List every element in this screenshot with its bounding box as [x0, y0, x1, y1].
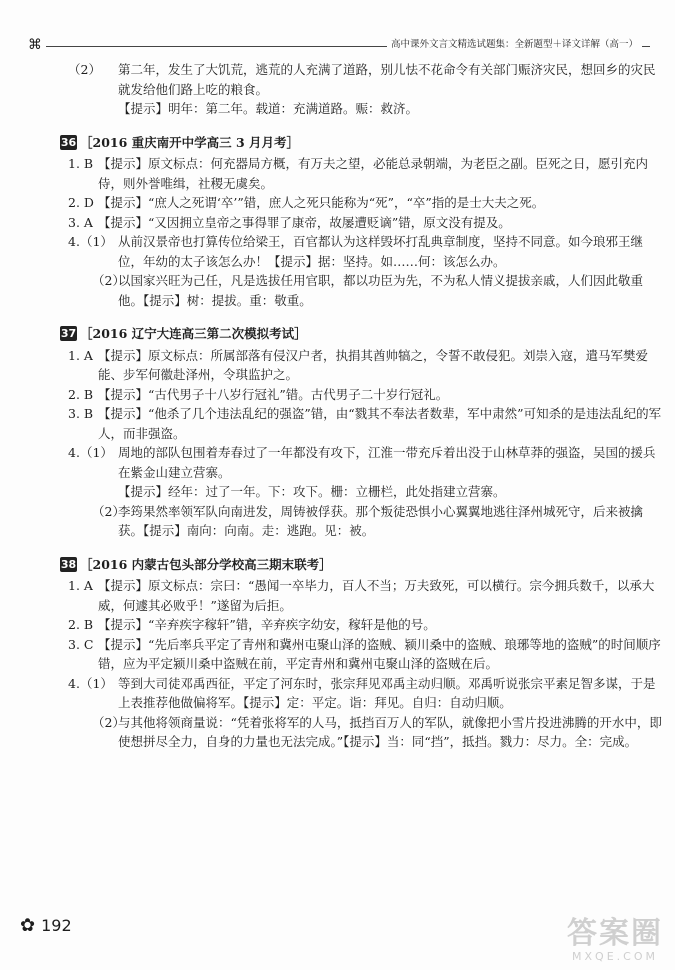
- sub-number: （1）: [79, 234, 113, 249]
- item-number: 3. C: [68, 636, 94, 652]
- sub-number: （1）: [79, 675, 113, 691]
- item-number-main: 4.: [68, 234, 80, 249]
- sub-number: （1）: [79, 445, 113, 460]
- item-text: 与其他将领商量说：“凭着张将军的人马，抵挡百万人的军队，就像把小雪片投进沸腾的开水中，即使想拼尽全力，自身的力量也无法完成。”【提示】当：同“挡”，抵挡。戮力：尽力。全：完成。: [118, 714, 662, 749]
- item-text: 从前汉景帝也打算传位给梁王，百官都认为这样毁坏打乱典章制度，坚持不同意。如今琅邪王继位，年幼的太子该怎么办！【提示】据：坚持。如……何：该怎么办。: [118, 234, 644, 269]
- section-number-badge: 37: [60, 327, 77, 341]
- item-text: 以国家兴旺为己任，凡是选拔任用官职，都以功臣为先，不为私人情义提拔亲戚，人们因此敬重他。【提示】树：提拔。重：敬重。: [118, 273, 644, 308]
- watermark-url: MXQE.COM: [572, 950, 658, 963]
- section-number-badge: 38: [60, 557, 77, 571]
- section-heading-38: [60, 555, 666, 575]
- section-title: ［2016 重庆南开中学高三 3 月月考］: [80, 134, 300, 150]
- answer-item: [68, 232, 666, 271]
- answer-item: [68, 674, 666, 713]
- answer-top-sub2: [68, 60, 666, 119]
- item-text: 【提示】“辛弃疾字稼轩”错，辛弃疾字幼安，稼轩是他的号。: [98, 617, 436, 632]
- answer-content: [60, 60, 666, 752]
- item-text: 【提示】“他杀了几个违法乱纪的强盗”错，由“戮其不奉法者数辈，军中肃然”可知杀的是违法乱纪的军人，而非强盗。: [98, 406, 662, 441]
- item-number: 3. B: [68, 406, 94, 421]
- item-text: 李筠果然率领军队向南进发，周铸被俘获。那个叛徒恐惧小心翼翼地逃往泽州城死守，后来被擒获。【提示】南向：向南。走：逃跑。见：被。: [118, 503, 644, 538]
- section-title: ［2016 辽宁大连高三第二次模拟考试］: [80, 326, 307, 341]
- item-text: 【提示】“又因拥立皇帝之事得罪了康帝，故屡遭贬谪”错，原文没有提及。: [98, 214, 511, 230]
- item-number: 2. B: [68, 617, 94, 632]
- answer-text: 第二年，发生了大饥荒，逃荒的人充满了道路，别儿怯不花命令有关部门赈济灾民，想回乡的灾民就发给他们路上吃的粮食。: [118, 62, 656, 97]
- running-header: [28, 37, 650, 53]
- answer-item: [68, 193, 666, 213]
- answer-item: [68, 576, 666, 615]
- item-text: 【提示】“先后率兵平定了青州和冀州屯聚山泽的盗贼、颍川桑中的盗贼、琅琊等地的盗贼”的时间顺序错，应为平定颍川桑中盗贼在前，平定青州和冀州屯聚山泽的盗贼在后。: [98, 636, 661, 671]
- item-number: [68, 443, 118, 463]
- item-text: 【提示】原文标点：宗曰：“愚闻一卒毕力，百人不当；万夫致死，可以横行。宗今拥兵数千，以承大威，何遽其必败乎！”遂留为后拒。: [98, 578, 655, 613]
- watermark: [567, 918, 663, 963]
- sub-number: （2）: [92, 273, 125, 288]
- sub-number: （2）: [92, 503, 125, 519]
- answer-sub-item: [68, 271, 666, 310]
- item-text: 【提示】原文标点：何充器局方概，有万夫之望，必能总录朝端，为老臣之副。臣死之日，愿引充内侍，则外誉唯缉，社稷无虞矣。: [98, 156, 649, 191]
- item-text: 周地的部队包围着寿春过了一年都没有攻下，江淮一带充斥着出没于山林草莽的强盗，吴国的援兵在紫金山建立营寨。: [118, 445, 656, 480]
- page-footer: [20, 915, 72, 936]
- item-number: [68, 232, 118, 252]
- answer-hint: 【提示】经年：过了一年。下：攻下。栅：立栅栏，此处指建立营寨。: [118, 484, 506, 499]
- item-text: 【提示】原文标点：所属部落有侵汉户者，执捐其酋帅犒之，令誓不敢侵犯。刘崇入寇，遣马军樊爱能、步军何徽赴泽州，令琪监护之。: [98, 347, 649, 382]
- sub-number: （2）: [92, 714, 125, 730]
- answer-sub-item: [68, 713, 666, 752]
- item-number: [68, 674, 118, 694]
- section-title: ［2016 内蒙古包头部分学校高三期末联考］: [80, 556, 332, 572]
- flower-ornament-icon: ✿: [20, 915, 36, 936]
- answer-hint: 【提示】明年：第二年。载道：充满道路。赈：救济。: [118, 101, 419, 116]
- answer-item: [68, 385, 666, 405]
- answer-item: [68, 635, 666, 674]
- item-number: 2. B: [68, 386, 94, 402]
- header-ornament-icon: ⌘: [28, 38, 46, 52]
- answer-sub-item: [68, 502, 666, 541]
- page-number: 192: [41, 916, 72, 935]
- item-text: 等到大司徒邓禹西征，平定了河东时，张宗拜见邓禹主动归顺。邓禹听说张宗平素足智多谋，于是上表推荐他做偏将军。【提示】定：平定。诣：拜见。自归：自动归顺。: [118, 675, 656, 710]
- answer-item: [68, 213, 666, 233]
- answer-item: [68, 404, 666, 443]
- answer-item: [68, 615, 666, 635]
- item-number: 3. A: [68, 214, 93, 230]
- answer-item: [68, 346, 666, 385]
- item-text: 【提示】“庶人之死谓‘卒’”错，庶人之死只能称为“死”，“卒”指的是士大夫之死。: [98, 195, 545, 210]
- section-number-badge: 36: [60, 135, 77, 149]
- sub-number: （2）: [68, 62, 101, 77]
- header-title: 高中课外文言文精选试题集：全新题型＋译文详解（高一）: [387, 38, 642, 52]
- answer-item: [68, 154, 666, 193]
- item-number: 2. D: [68, 195, 94, 210]
- section-heading-37: [60, 324, 666, 344]
- item-number: 1. B: [68, 156, 94, 171]
- section-heading-36: [60, 133, 666, 153]
- answer-item: [68, 443, 666, 502]
- item-number-main: 4.: [68, 675, 80, 691]
- item-number-main: 4.: [68, 445, 80, 460]
- watermark-logo-text: 答案圈: [567, 916, 663, 951]
- item-text: 【提示】“古代男子十八岁行冠礼”错。古代男子二十岁行冠礼。: [98, 386, 449, 402]
- item-number: 1. A: [68, 578, 93, 593]
- item-number: 1. A: [68, 347, 93, 363]
